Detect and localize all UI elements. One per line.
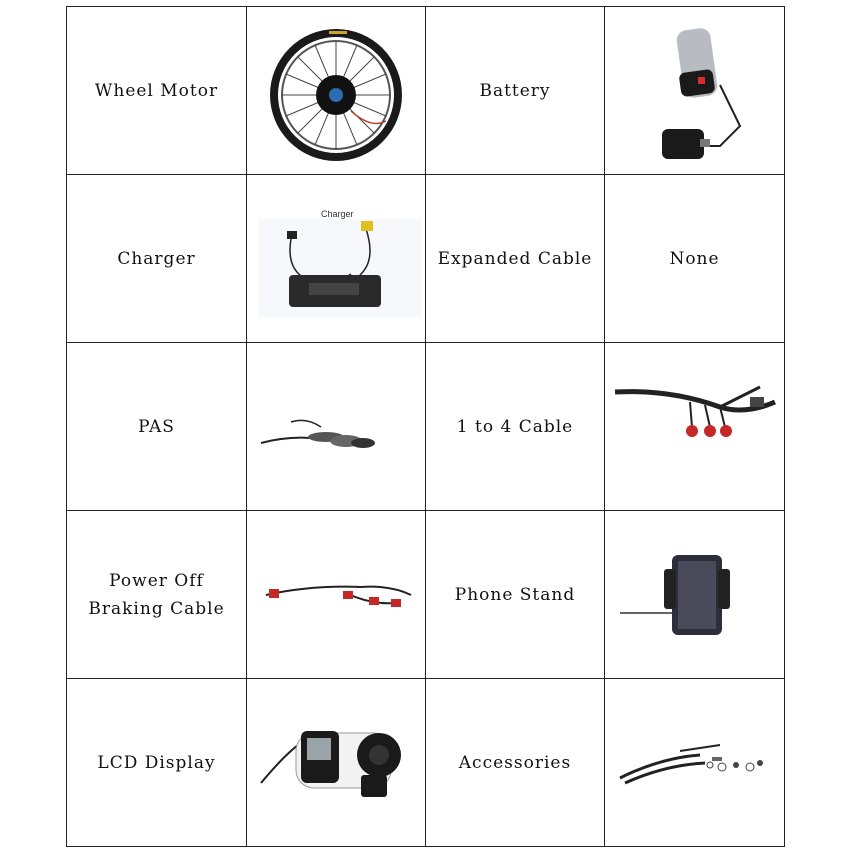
image-cell [605,679,785,847]
value-text: None [669,248,720,269]
part-label: Accessories [458,752,572,773]
battery-image [610,11,780,171]
image-cell [247,511,426,679]
image-cell [605,343,785,511]
phone-stand-image [610,515,780,675]
charger-caption: Charger [321,208,354,219]
parts-table [66,6,785,847]
image-cell [247,343,426,511]
label-cell [67,679,247,847]
label-cell [426,7,605,175]
label-cell [67,343,247,511]
image-cell [247,679,426,847]
image-cell [605,7,785,175]
label-cell [426,511,605,679]
part-label: Battery [479,80,551,101]
lcd-display-image [251,683,421,843]
image-cell [247,175,426,343]
part-label: Phone Stand [454,584,576,605]
one-to-four-cable-image [610,347,780,507]
label-cell [67,175,247,343]
label-cell [426,175,605,343]
part-label: Wheel Motor [94,80,219,101]
part-label: 1 to 4 Cable [456,416,574,437]
image-cell [247,7,426,175]
label-cell [426,343,605,511]
brake-cable-image [251,515,421,675]
part-label: LCD Display [97,752,216,773]
part-label: PAS [138,416,175,437]
pas-sensor-image [251,347,421,507]
wheel-motor-image [251,11,421,171]
accessories-image [610,683,780,843]
label-cell [426,679,605,847]
part-label: Power Off Braking Cable [88,570,225,619]
part-label: Charger [117,248,196,269]
part-label: Expanded Cable [437,248,593,269]
text-cell [605,175,785,343]
label-cell [67,7,247,175]
charger-image [251,179,421,339]
image-cell [605,511,785,679]
label-cell [67,511,247,679]
